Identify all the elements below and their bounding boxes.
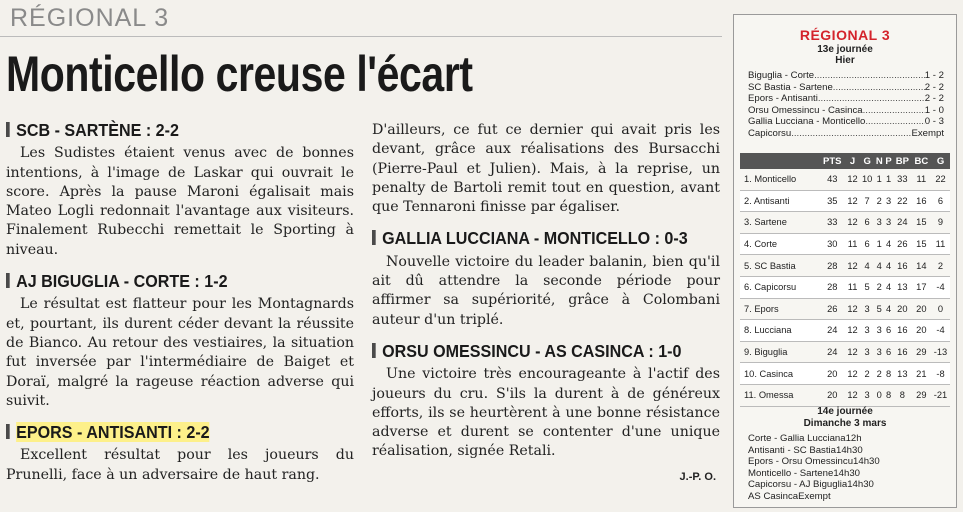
fixture-row-match: Corte - Gallia Lucciana bbox=[748, 433, 846, 444]
standings-cell: 43 bbox=[819, 169, 845, 190]
standings-cell: 6 bbox=[860, 212, 875, 234]
article-column-left bbox=[6, 121, 354, 497]
standings-cell: 26 bbox=[819, 298, 845, 320]
standings-cell: 3 bbox=[860, 298, 875, 320]
standings-cell: 3 bbox=[860, 341, 875, 363]
standings-header-cell bbox=[740, 153, 819, 169]
results-list bbox=[748, 70, 944, 139]
standings-cell: 12 bbox=[845, 169, 860, 190]
sidebar-when: Hier bbox=[835, 55, 855, 66]
standings-team: 1. Monticello bbox=[740, 169, 819, 190]
standings-team: 4. Corte bbox=[740, 233, 819, 255]
standings-cell: 6 bbox=[884, 320, 893, 342]
section-divider bbox=[0, 36, 722, 37]
match-report-epors-antisanti-part2: D'ailleurs, ce fut ce dernier qui avait pris les devant, grâce aux réalisations des Bursacchi (Pierre-Paul et Julien). Mais, à la reprise, un penalty de Bartoli remit tout en question, avant que Tennaroni finisse par égaliser. bbox=[372, 122, 720, 216]
standings-team: 6. Capicorsu bbox=[740, 276, 819, 298]
standings-row bbox=[740, 190, 950, 212]
match-title-lucciana-monticello: GALLIA LUCCIANA - MONTICELLO : 0-3 bbox=[372, 229, 692, 248]
standings-cell: 24 bbox=[819, 341, 845, 363]
standings-body bbox=[740, 169, 950, 406]
standings-row bbox=[740, 233, 950, 255]
dot-leader bbox=[865, 116, 924, 128]
standings-cell: 0 bbox=[931, 298, 950, 320]
standings-cell: 29 bbox=[912, 341, 931, 363]
match-report-scb-sartene: Les Sudistes étaient venus avec de bonnes intentions, à l'image de Laskar qui ouvrait le score. Après la pause Maroni égalisait mais Mateo Logli redonnait l'avantage aux visiteurs. Finalement Rubecchi remettait le Sporting à niveau. bbox=[6, 145, 354, 258]
standings-cell: 4 bbox=[884, 276, 893, 298]
standings-cell: 13 bbox=[893, 363, 912, 385]
fixture-row-value: 14h30 bbox=[835, 444, 863, 456]
standings-sidebar bbox=[733, 14, 957, 508]
fixture-row bbox=[748, 445, 944, 457]
standings-cell: 16 bbox=[912, 190, 931, 212]
standings-header-cell: N bbox=[874, 153, 884, 169]
title-bar-marker bbox=[6, 122, 10, 137]
standings-team: 3. Sartene bbox=[740, 212, 819, 234]
standings-header-cell: BC bbox=[912, 153, 931, 169]
standings-cell: 1 bbox=[874, 233, 884, 255]
standings-cell: 20 bbox=[912, 298, 931, 320]
standings-header-cell: P bbox=[884, 153, 893, 169]
standings-cell: 4 bbox=[884, 255, 893, 277]
standings-cell: 8 bbox=[893, 384, 912, 406]
standings-cell: 7 bbox=[860, 190, 875, 212]
result-row bbox=[748, 116, 944, 128]
fixture-row bbox=[748, 468, 944, 480]
standings-row bbox=[740, 212, 950, 234]
fixture-row bbox=[748, 491, 944, 503]
match-title-biguglia-corte: AJ BIGUGLIA - CORTE : 1-2 bbox=[6, 272, 326, 291]
standings-header-cell: BP bbox=[893, 153, 912, 169]
standings-cell: 12 bbox=[845, 363, 860, 385]
fixtures-list bbox=[748, 433, 944, 503]
fixture-row bbox=[748, 433, 944, 445]
match-title-scb-sartene: SCB - SARTÈNE : 2-2 bbox=[6, 121, 326, 140]
result-row-match: Biguglia - Corte bbox=[748, 70, 815, 81]
standings-cell: 20 bbox=[893, 298, 912, 320]
standings-cell: 3 bbox=[874, 212, 884, 234]
result-row-value: Exempt bbox=[911, 127, 944, 139]
fixture-row-value: 14h30 bbox=[847, 479, 874, 491]
standings-cell: 3 bbox=[860, 320, 875, 342]
standings-cell: 1 bbox=[874, 169, 884, 190]
standings-header-cell: PTS bbox=[819, 153, 845, 169]
standings-cell: 12 bbox=[845, 255, 860, 277]
result-row bbox=[748, 105, 944, 117]
standings-cell: 12 bbox=[845, 341, 860, 363]
standings-cell: 13 bbox=[893, 276, 912, 298]
result-row-match: Epors - Antisanti bbox=[748, 93, 818, 104]
title-bar-marker bbox=[6, 424, 10, 439]
standings-cell: -13 bbox=[931, 341, 950, 363]
standings-cell: 24 bbox=[893, 212, 912, 234]
standings-cell: 16 bbox=[893, 320, 912, 342]
standings-team: 10. Casinca bbox=[740, 363, 819, 385]
result-row bbox=[748, 70, 944, 82]
standings-cell: 0 bbox=[874, 384, 884, 406]
standings-header-cell: G bbox=[931, 153, 950, 169]
standings-cell: 3 bbox=[874, 341, 884, 363]
next-round-label: 14e journée bbox=[817, 406, 873, 417]
fixture-row bbox=[748, 479, 944, 491]
standings-cell: 4 bbox=[860, 255, 875, 277]
standings-team: 8. Lucciana bbox=[740, 320, 819, 342]
standings-cell: 8 bbox=[884, 363, 893, 385]
standings-row bbox=[740, 276, 950, 298]
standings-cell: 11 bbox=[845, 233, 860, 255]
standings-header-row bbox=[740, 153, 950, 169]
standings-cell: 30 bbox=[819, 233, 845, 255]
standings-cell: 17 bbox=[912, 276, 931, 298]
standings-cell: 12 bbox=[845, 190, 860, 212]
standings-header-cell: J bbox=[845, 153, 860, 169]
fixture-row-value: 14h30 bbox=[833, 467, 861, 479]
fixture-row-value: 14h30 bbox=[853, 456, 880, 468]
standings-team: 11. Omessa bbox=[740, 384, 819, 406]
standings-cell: 16 bbox=[893, 255, 912, 277]
standings-cell: 16 bbox=[893, 341, 912, 363]
standings-cell: 4 bbox=[884, 233, 893, 255]
standings-cell: -4 bbox=[931, 276, 950, 298]
result-row-match: SC Bastia - Sartene bbox=[748, 81, 833, 93]
result-row bbox=[748, 82, 944, 94]
standings-cell: 20 bbox=[912, 320, 931, 342]
standings-row bbox=[740, 298, 950, 320]
fixture-row-value: 12h bbox=[845, 433, 862, 444]
standings-team: 9. Biguglia bbox=[740, 341, 819, 363]
standings-cell: 10 bbox=[860, 169, 875, 190]
standings-team: 7. Epors bbox=[740, 298, 819, 320]
match-report-omessincu-casinca: Une victoire très encourageante à l'actif des joueurs du cru. S'ils la durent à de généreux efforts, ils se heurtèrent à une bonne résistance adverse et durent se contenter d'une unique réalisation, signée Retali. bbox=[372, 366, 720, 460]
fixture-row-match: AS Casinca bbox=[748, 490, 799, 502]
standings-team: 5. SC Bastia bbox=[740, 255, 819, 277]
standings-cell: 15 bbox=[912, 212, 931, 234]
title-bar-marker bbox=[6, 273, 10, 288]
standings-cell: 20 bbox=[819, 384, 845, 406]
standings-row bbox=[740, 320, 950, 342]
standings-cell: 24 bbox=[819, 320, 845, 342]
result-row-value: 2 - 2 bbox=[924, 93, 944, 104]
standings-cell: -21 bbox=[931, 384, 950, 406]
result-row-match: Capicorsu bbox=[748, 127, 792, 139]
standings-team: 2. Antisanti bbox=[740, 190, 819, 212]
fixture-row-match: Monticello - Sartene bbox=[748, 467, 834, 479]
result-row-value: 1 - 2 bbox=[924, 70, 944, 81]
standings-cell: 5 bbox=[860, 276, 875, 298]
fixture-row-match: Capicorsu - AJ Biguglia bbox=[748, 479, 848, 491]
standings-table bbox=[740, 153, 950, 407]
standings-cell: 29 bbox=[912, 384, 931, 406]
dot-leader bbox=[863, 105, 925, 117]
standings-cell: 33 bbox=[893, 169, 912, 190]
standings-cell: 22 bbox=[931, 169, 950, 190]
standings-cell: 8 bbox=[884, 384, 893, 406]
standings-cell: 3 bbox=[884, 212, 893, 234]
result-row bbox=[748, 93, 944, 105]
standings-cell: 12 bbox=[845, 298, 860, 320]
standings-cell: 12 bbox=[845, 384, 860, 406]
result-row-value: 2 - 2 bbox=[924, 81, 944, 93]
title-bar-marker bbox=[372, 230, 376, 245]
standings-cell: 28 bbox=[819, 276, 845, 298]
fixture-row-value: Exempt bbox=[798, 490, 831, 502]
dot-leader bbox=[791, 128, 911, 140]
author-signature: J.-P. O. bbox=[679, 470, 716, 483]
standings-cell: 4 bbox=[884, 298, 893, 320]
standings-cell: 11 bbox=[912, 169, 931, 190]
dot-leader bbox=[833, 82, 925, 94]
dot-leader bbox=[814, 70, 925, 82]
standings-cell: 20 bbox=[819, 363, 845, 385]
section-label: RÉGIONAL 3 bbox=[10, 4, 170, 32]
sidebar-title: RÉGIONAL 3 bbox=[799, 27, 891, 43]
standings-cell: 33 bbox=[819, 212, 845, 234]
standings-cell: 9 bbox=[931, 212, 950, 234]
standings-row bbox=[740, 255, 950, 277]
standings-cell: 6 bbox=[931, 190, 950, 212]
match-title-epors-antisanti: EPORS - ANTISANTI : 2-2 bbox=[6, 423, 326, 442]
dot-leader bbox=[818, 93, 925, 105]
standings-cell: 2 bbox=[931, 255, 950, 277]
match-report-lucciana-monticello: Nouvelle victoire du leader balanin, bien qu'il ait dû attendre la seconde période pour affirmer sa supériorité, grâce à Colombani auteur d'un triplé. bbox=[372, 253, 720, 328]
standings-row bbox=[740, 384, 950, 406]
result-row bbox=[748, 128, 944, 140]
standings-cell: 3 bbox=[860, 384, 875, 406]
standings-cell: 22 bbox=[893, 190, 912, 212]
standings-cell: 12 bbox=[845, 212, 860, 234]
standings-cell: 2 bbox=[860, 363, 875, 385]
fixture-row bbox=[748, 456, 944, 468]
standings-row bbox=[740, 169, 950, 190]
standings-cell: 5 bbox=[874, 298, 884, 320]
article-headline: Monticello creuse l'écart bbox=[6, 46, 473, 102]
fixture-row-match: Antisanti - SC Bastia bbox=[748, 444, 836, 456]
standings-cell: 6 bbox=[884, 341, 893, 363]
next-round-date: Dimanche 3 mars bbox=[803, 418, 887, 429]
standings-cell: 28 bbox=[819, 255, 845, 277]
standings-cell: 3 bbox=[874, 320, 884, 342]
standings-cell: 4 bbox=[874, 255, 884, 277]
standings-cell: 35 bbox=[819, 190, 845, 212]
title-bar-marker bbox=[372, 343, 376, 358]
standings-cell: 15 bbox=[912, 233, 931, 255]
result-row-match: Gallia Lucciana - Monticello bbox=[748, 116, 866, 127]
standings-cell: 21 bbox=[912, 363, 931, 385]
standings-cell: 1 bbox=[884, 169, 893, 190]
result-row-value: 1 - 0 bbox=[924, 104, 944, 116]
standings-cell: 2 bbox=[874, 276, 884, 298]
match-title-omessincu-casinca: ORSU OMESSINCU - AS CASINCA : 1-0 bbox=[372, 342, 692, 361]
standings-cell: 12 bbox=[845, 320, 860, 342]
standings-cell: 11 bbox=[845, 276, 860, 298]
result-row-match: Orsu Omessincu - Casinca bbox=[748, 104, 863, 116]
standings-cell: 26 bbox=[893, 233, 912, 255]
standings-cell: -8 bbox=[931, 363, 950, 385]
standings-cell: -4 bbox=[931, 320, 950, 342]
standings-cell: 2 bbox=[874, 363, 884, 385]
standings-cell: 11 bbox=[931, 233, 950, 255]
standings-header-cell: G bbox=[860, 153, 875, 169]
standings-row bbox=[740, 341, 950, 363]
standings-cell: 3 bbox=[884, 190, 893, 212]
sidebar-round: 13e journée bbox=[817, 44, 873, 55]
standings-row bbox=[740, 363, 950, 385]
match-report-epors-antisanti-part1: Excellent résultat pour les joueurs du Prunelli, face à un adversaire de haut rang. bbox=[6, 447, 354, 483]
standings-cell: 14 bbox=[912, 255, 931, 277]
fixture-row-match: Epors - Orsu Omessincu bbox=[748, 456, 854, 468]
match-report-biguglia-corte: Le résultat est flatteur pour les Montagnards et, pourtant, ils durent céder devant la réussite de Bianco. Au retour des vestiaires, la situation fut inversée par l'intermédiaire de Baiget et Doraï, malgré la rageuse réaction adverse qui suivit. bbox=[6, 296, 354, 409]
standings-cell: 2 bbox=[874, 190, 884, 212]
result-row-value: 0 - 3 bbox=[924, 116, 944, 127]
article-column-right bbox=[372, 121, 720, 487]
standings-cell: 6 bbox=[860, 233, 875, 255]
